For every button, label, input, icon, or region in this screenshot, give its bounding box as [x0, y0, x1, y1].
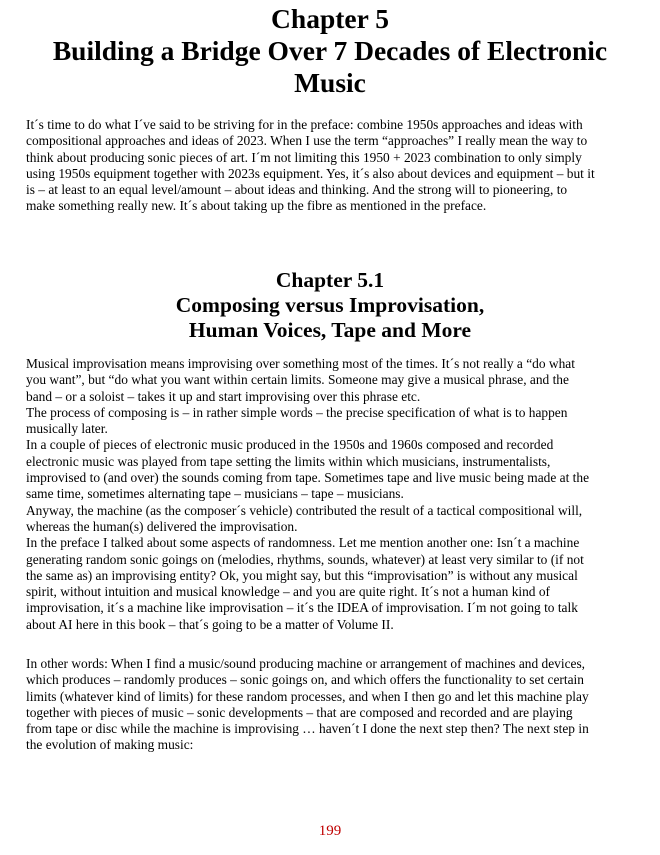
text-line: Musical improvisation means improvising over something most of the times. It´s not really a “do what — [26, 356, 575, 371]
text-line: generating random sonic goings on (melodies, rhythms, sounds, whatever) at least very similar to (if not — [26, 551, 584, 567]
text-line: you want”, but “do what you want within certain limits. Someone may give a musical phrase, and the — [26, 372, 569, 388]
page-number: 199 — [318, 823, 342, 839]
body-paragraph — [26, 356, 638, 633]
chapter-heading — [0, 3, 660, 99]
text-line: from tape or disc while the machine is improvising … haven´t I done the next step then? The next step in — [26, 721, 589, 737]
text-line: think about producing sonic pieces of art. I´m not limiting this 1950 + 2023 combination to only simply — [26, 149, 582, 165]
text-line: together with pieces of music – sonic developments – that are composed and recorded and are playing — [26, 704, 573, 720]
section-label: Chapter 5.1 — [275, 268, 385, 292]
text-line: same time, sometimes alternating tape – musicians – tape – musicians. — [26, 486, 404, 502]
text-line: In a couple of pieces of electronic music produced in the 1950s and 1960s composed and recorded — [26, 437, 554, 453]
chapter-title-line: Music — [294, 67, 366, 98]
text-line: improvised to (and over) the sounds coming from tape. Sometimes tape and live music being made at the — [26, 470, 590, 486]
text-line: electronic music was played from tape setting the limits within which musicians, instrumentalists, — [26, 453, 551, 469]
text-line: spirit, without intuition and musical knowledge – and you are quite right. It´s not a human kind of — [26, 584, 551, 600]
body-paragraph — [26, 656, 638, 754]
text-line: which produces – randomly produces – sonic goings on, and which offers the functionality to set certain — [26, 672, 584, 688]
text-line: the evolution of making music: — [26, 737, 194, 753]
section-title-line: Human Voices, Tape and More — [188, 318, 472, 342]
text-line: Anyway, the machine (as the composer´s vehicle) contributed the result of a tactical compositional will, — [26, 502, 583, 518]
intro-paragraph — [26, 117, 638, 215]
text-line: In other words: When I find a music/sound producing machine or arrangement of machines and devices, — [26, 656, 586, 671]
text-line: is – at least to an equal level/amount – about ideas and thinking. And the strong will to pioneering, to — [26, 182, 568, 198]
text-line: musically later. — [26, 421, 108, 437]
chapter-title-line: Building a Bridge Over 7 Decades of Electronic — [52, 35, 608, 66]
text-line: improvisation, it´s a machine like improvisation – it´s the IDEA of improvisation. I´m not going to talk — [26, 600, 578, 616]
text-line: about AI here in this book – that´s going to be a matter of Volume II. — [26, 616, 394, 632]
text-line: It´s time to do what I´ve said to be striving for in the preface: combine 1950s approaches and ideas with — [26, 117, 583, 132]
text-line: band – or a soloist – takes it up and start improvising over this phrase etc. — [26, 388, 421, 404]
text-line: whereas the human(s) delivered the improvisation. — [26, 518, 298, 534]
text-line: compositional approaches and ideas of 2023. When I use the term “approaches” I really mean the way to — [26, 133, 588, 149]
chapter-label: Chapter 5 — [271, 3, 389, 34]
text-line: make something really new. It´s about taking up the fibre as mentioned in the preface. — [26, 198, 487, 214]
text-line: using 1950s equipment together with 2023s equipment. Yes, it´s also about devices and equipment – but it — [26, 165, 595, 181]
text-line: limits (whatever kind of limits) for these random processes, and when I then go and let this machine play — [26, 688, 589, 704]
section-heading — [0, 268, 660, 343]
text-line: the same as) an improvising entity? Ok, you might say, but this “improvisation” is without any musical — [26, 567, 578, 583]
text-line: The process of composing is – in rather simple words – the precise specification of what is to happen — [26, 404, 568, 420]
text-line: In the preface I talked about some aspects of randomness. Let me mention another one: Isn´t a machine — [26, 535, 580, 551]
section-title-line: Composing versus Improvisation, — [175, 293, 485, 317]
